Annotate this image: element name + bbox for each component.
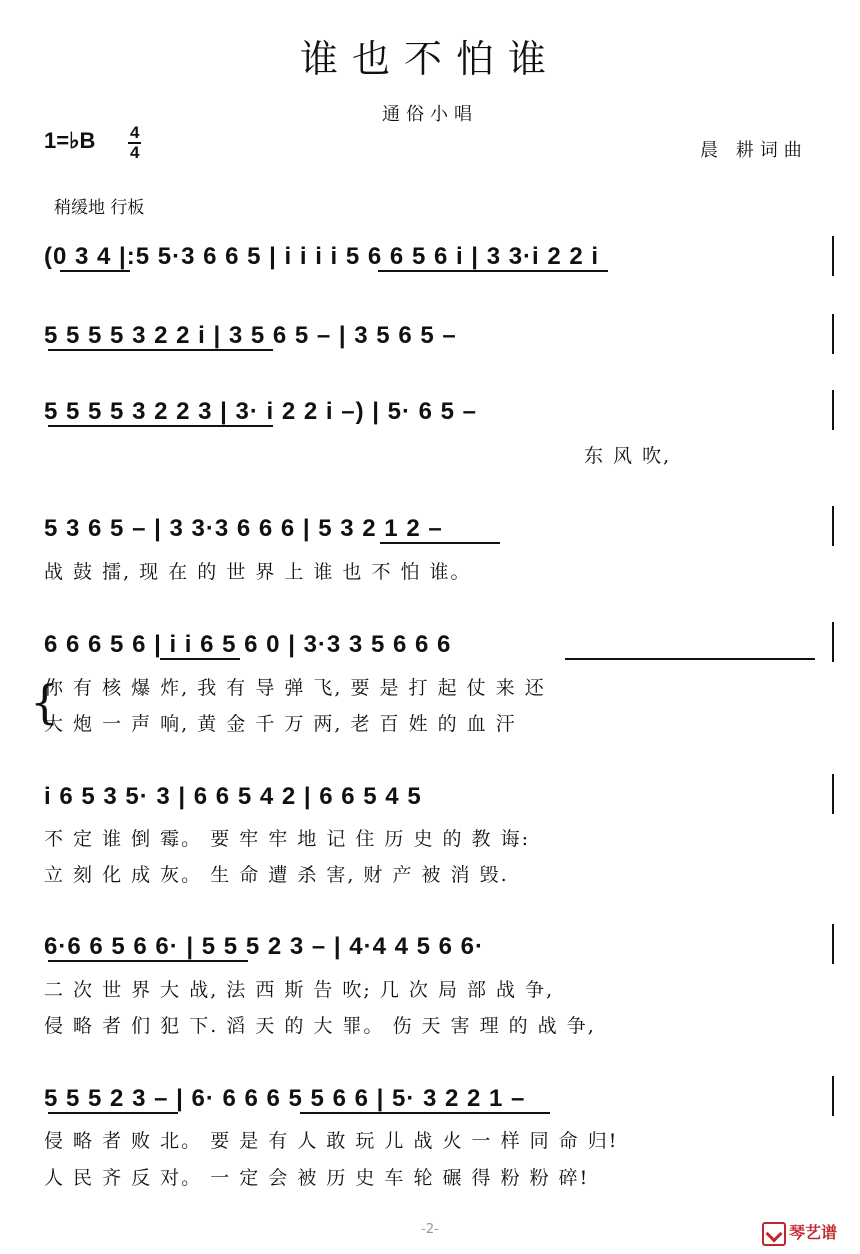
beam-mark: [565, 658, 815, 660]
page-number: -2-: [421, 1222, 439, 1237]
barline: [832, 924, 834, 964]
beam-mark: [48, 425, 273, 427]
staff-row-2: 5 5 5 5 3 2 2 i | 3 5 6 5 – | 3 5 6 5 –: [44, 322, 457, 349]
barline: [832, 390, 834, 430]
lyric-row-6-verse-1: 不 定 谁 倒 霉。 要 牢 牢 地 记 住 历 史 的 教 诲:: [44, 828, 530, 850]
beam-mark: [378, 270, 608, 272]
beam-mark: [48, 960, 248, 962]
beam-mark: [48, 1112, 178, 1114]
song-title: 谁也不怕谁: [299, 37, 560, 81]
beam-mark: [48, 349, 273, 351]
staff-row-7: 6·6 6 5 6 6· | 5 5 5 2 3 – | 4·4 4 5 6 6·: [44, 933, 485, 960]
lyric-row-4: 战 鼓 擂, 现 在 的 世 界 上 谁 也 不 怕 谁。: [44, 561, 472, 583]
logo-icon: [762, 1222, 786, 1246]
lyric-row-7-verse-2: 侵 略 者 们 犯 下. 滔 天 的 大 罪。 伤 天 害 理 的 战 争,: [44, 1015, 596, 1037]
song-subtitle: 通俗小唱: [382, 104, 478, 125]
time-signature-bottom: 4: [130, 143, 140, 162]
lyric-row-8-verse-2: 人 民 齐 反 对。 一 定 会 被 历 史 车 轮 碾 得 粉 粉 碎!: [44, 1167, 590, 1189]
staff-row-5: 6 6 6 5 6 | i i 6 5 6 0 | 3·3 3 5 6 6 6: [44, 631, 452, 658]
staff-row-8: 5 5 5 2 3 – | 6· 6 6 6 5 5 6 6 | 5· 3 2 2 1 –: [44, 1085, 526, 1112]
barline: [832, 774, 834, 814]
staff-row-4: 5 3 6 5 – | 3 3·3 6 6 6 | 5 3 2 1 2 –: [44, 515, 443, 542]
barline: [832, 314, 834, 354]
beam-mark: [300, 1112, 550, 1114]
lyric-row-5-verse-1: 你 有 核 爆 炸, 我 有 导 弹 飞, 要 是 打 起 仗 来 还: [44, 677, 546, 699]
verse-brace: {: [30, 675, 60, 729]
lyric-row-7-verse-1: 二 次 世 界 大 战, 法 西 斯 告 吹; 几 次 局 部 战 争,: [44, 979, 555, 1001]
lyric-row-8-verse-1: 侵 略 者 败 北。 要 是 有 人 敢 玩 儿 战 火 一 样 同 命 归!: [44, 1130, 619, 1152]
beam-mark: [380, 542, 500, 544]
lyric-row-5-verse-2: 大 炮 一 声 响, 黄 金 千 万 两, 老 百 姓 的 血 汗: [44, 713, 517, 735]
barline: [832, 506, 834, 546]
staff-row-6: i 6 5 3 5· 3 | 6 6 5 4 2 | 6 6 5 4 5: [44, 783, 422, 810]
lyric-row-6-verse-2: 立 刻 化 成 灰。 生 命 遭 杀 害, 财 产 被 消 毁.: [44, 864, 509, 886]
beam-mark: [160, 658, 240, 660]
time-signature-top: 4: [130, 123, 140, 142]
barline: [832, 622, 834, 662]
lyric-row-3: 东 风 吹,: [584, 445, 672, 467]
key-signature: 1=♭B: [44, 128, 96, 153]
barline: [832, 1076, 834, 1116]
barline: [832, 236, 834, 276]
logo-text: 琴艺谱: [789, 1223, 838, 1242]
beam-mark: [60, 270, 130, 272]
composer-credit: 晨 耕词曲: [700, 140, 808, 161]
site-logo: [762, 1220, 837, 1246]
staff-row-1: (0 3 4 |:5 5·3 6 6 5 | i i i i 5 6 6 5 6 i | 3 3·i 2 2 i: [44, 243, 600, 270]
staff-row-3: 5 5 5 5 3 2 2 3 | 3· i 2 2 i –) | 5· 6 5 –: [44, 398, 477, 425]
time-signature: [128, 124, 141, 162]
tempo-marking: 稍缓地 行板: [54, 198, 145, 218]
